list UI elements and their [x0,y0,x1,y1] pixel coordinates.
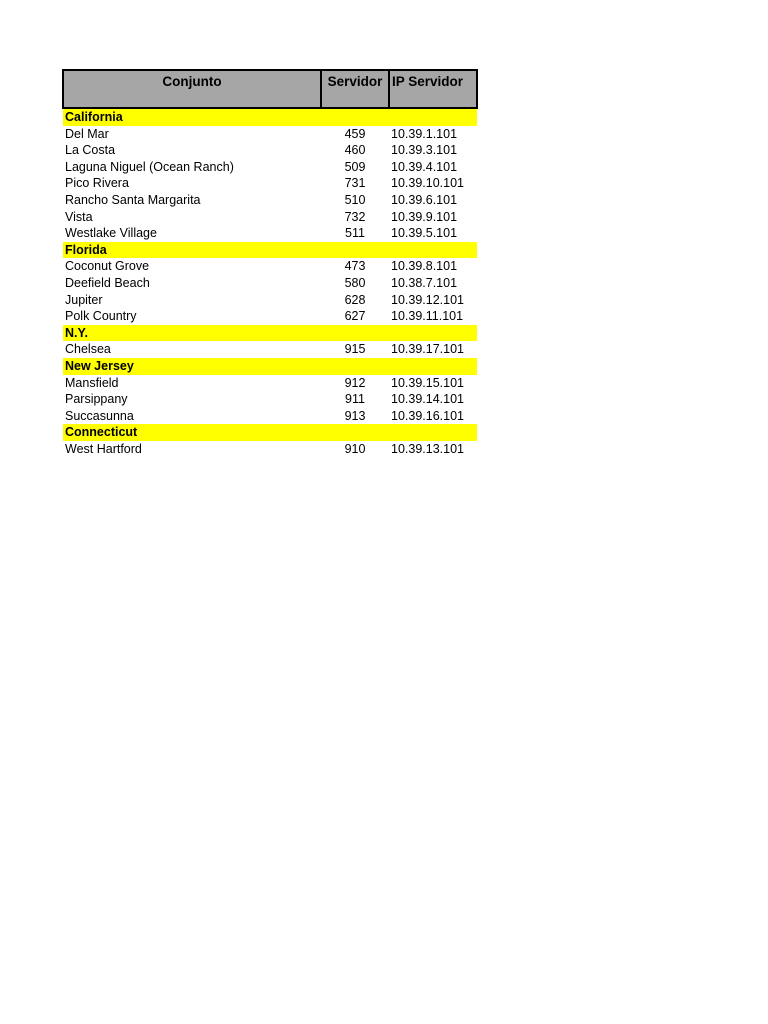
cell-conjunto[interactable]: Laguna Niguel (Ocean Ranch) [65,159,234,174]
table-row [63,441,477,458]
cell-ip-servidor[interactable]: 10.39.9.101 [391,209,458,224]
cell-conjunto[interactable]: Succasunna [65,408,134,423]
group-name-cell[interactable]: New Jersey [63,358,321,375]
group-name-cell[interactable]: California [63,108,321,126]
table-row [63,408,477,425]
header-conjunto[interactable]: Conjunto [63,70,321,108]
group-row [63,358,477,375]
cell-ip-servidor[interactable]: 10.39.10.101 [391,176,464,191]
table-row [63,258,477,275]
cell-servidor[interactable]: 732 [344,209,366,224]
table-row [63,375,477,392]
group-row [63,424,477,441]
cell-servidor[interactable]: 460 [344,143,366,158]
cell-conjunto[interactable]: Vista [65,209,93,224]
cell-servidor[interactable]: 912 [344,375,366,390]
cell-servidor[interactable]: 628 [344,292,366,307]
cell-servidor[interactable]: 911 [345,392,365,407]
cell-ip-servidor[interactable]: 10.39.1.101 [391,126,458,141]
table-body [63,108,477,457]
cell-ip-servidor[interactable]: 10.39.6.101 [391,192,458,207]
group-row [63,325,477,342]
cell-conjunto[interactable]: Polk Country [65,309,137,324]
table-row [63,275,477,292]
table-row [63,126,477,143]
cell-ip-servidor[interactable]: 10.39.15.101 [391,375,464,390]
group-row [63,108,477,126]
cell-ip-servidor[interactable]: 10.39.11.101 [391,309,464,324]
group-empty-cell[interactable] [321,325,389,342]
cell-ip-servidor[interactable]: 10.39.12.101 [391,292,464,307]
table-row [63,391,477,408]
cell-ip-servidor[interactable]: 10.38.7.101 [391,275,458,290]
cell-ip-servidor[interactable]: 10.39.16.101 [391,408,464,423]
group-empty-cell[interactable] [321,358,389,375]
table-row [63,209,477,226]
cell-servidor[interactable]: 910 [344,441,366,456]
group-empty-cell[interactable] [321,108,389,126]
table-row [63,341,477,358]
group-name-cell[interactable]: Florida [63,242,321,259]
group-empty-cell[interactable] [389,325,477,342]
cell-conjunto[interactable]: La Costa [65,143,116,158]
cell-conjunto[interactable]: Coconut Grove [65,259,150,274]
cell-conjunto[interactable]: Rancho Santa Margarita [65,192,201,207]
server-table [62,69,478,457]
cell-servidor[interactable]: 915 [344,342,366,357]
cell-servidor[interactable]: 459 [344,126,366,141]
cell-servidor[interactable]: 509 [344,159,366,174]
cell-conjunto[interactable]: Jupiter [65,292,103,307]
cell-conjunto[interactable]: Deefield Beach [65,275,150,290]
group-name-cell[interactable]: N.Y. [63,325,321,342]
cell-conjunto[interactable]: Pico Rivera [65,176,129,191]
cell-servidor[interactable]: 473 [344,259,366,274]
group-name-cell[interactable]: Connecticut [63,424,321,441]
cell-servidor[interactable]: 580 [344,275,366,290]
table-row [63,225,477,242]
cell-conjunto[interactable]: Mansfield [65,375,119,390]
header-ip-servidor[interactable]: IP Servidor [389,70,477,108]
cell-conjunto[interactable]: Westlake Village [65,226,157,241]
group-empty-cell[interactable] [321,242,389,259]
header-servidor[interactable]: Servidor [321,70,389,108]
cell-ip-servidor[interactable]: 10.39.13.101 [391,441,464,456]
spreadsheet [62,69,476,457]
table-row [63,192,477,209]
table-row [63,292,477,309]
cell-servidor[interactable]: 627 [344,309,366,324]
cell-conjunto[interactable]: Chelsea [65,342,111,357]
cell-servidor[interactable]: 731 [344,176,366,191]
table-row [63,308,477,325]
cell-ip-servidor[interactable]: 10.39.14.101 [391,392,464,407]
cell-ip-servidor[interactable]: 10.39.4.101 [391,159,458,174]
group-empty-cell[interactable] [389,358,477,375]
header-row [63,70,477,108]
table-row [63,159,477,176]
cell-servidor[interactable]: 510 [344,192,366,207]
group-empty-cell[interactable] [389,424,477,441]
cell-servidor[interactable]: 511 [345,226,365,241]
cell-servidor[interactable]: 913 [344,408,366,423]
table-row [63,142,477,159]
cell-ip-servidor[interactable]: 10.39.5.101 [391,226,458,241]
table-row [63,175,477,192]
group-row [63,242,477,259]
cell-ip-servidor[interactable]: 10.39.3.101 [391,143,458,158]
cell-conjunto[interactable]: Del Mar [65,126,109,141]
group-empty-cell[interactable] [389,108,477,126]
cell-conjunto[interactable]: West Hartford [65,441,142,456]
cell-conjunto[interactable]: Parsippany [65,392,128,407]
cell-ip-servidor[interactable]: 10.39.8.101 [391,259,458,274]
group-empty-cell[interactable] [321,424,389,441]
cell-ip-servidor[interactable]: 10.39.17.101 [391,342,464,357]
group-empty-cell[interactable] [389,242,477,259]
